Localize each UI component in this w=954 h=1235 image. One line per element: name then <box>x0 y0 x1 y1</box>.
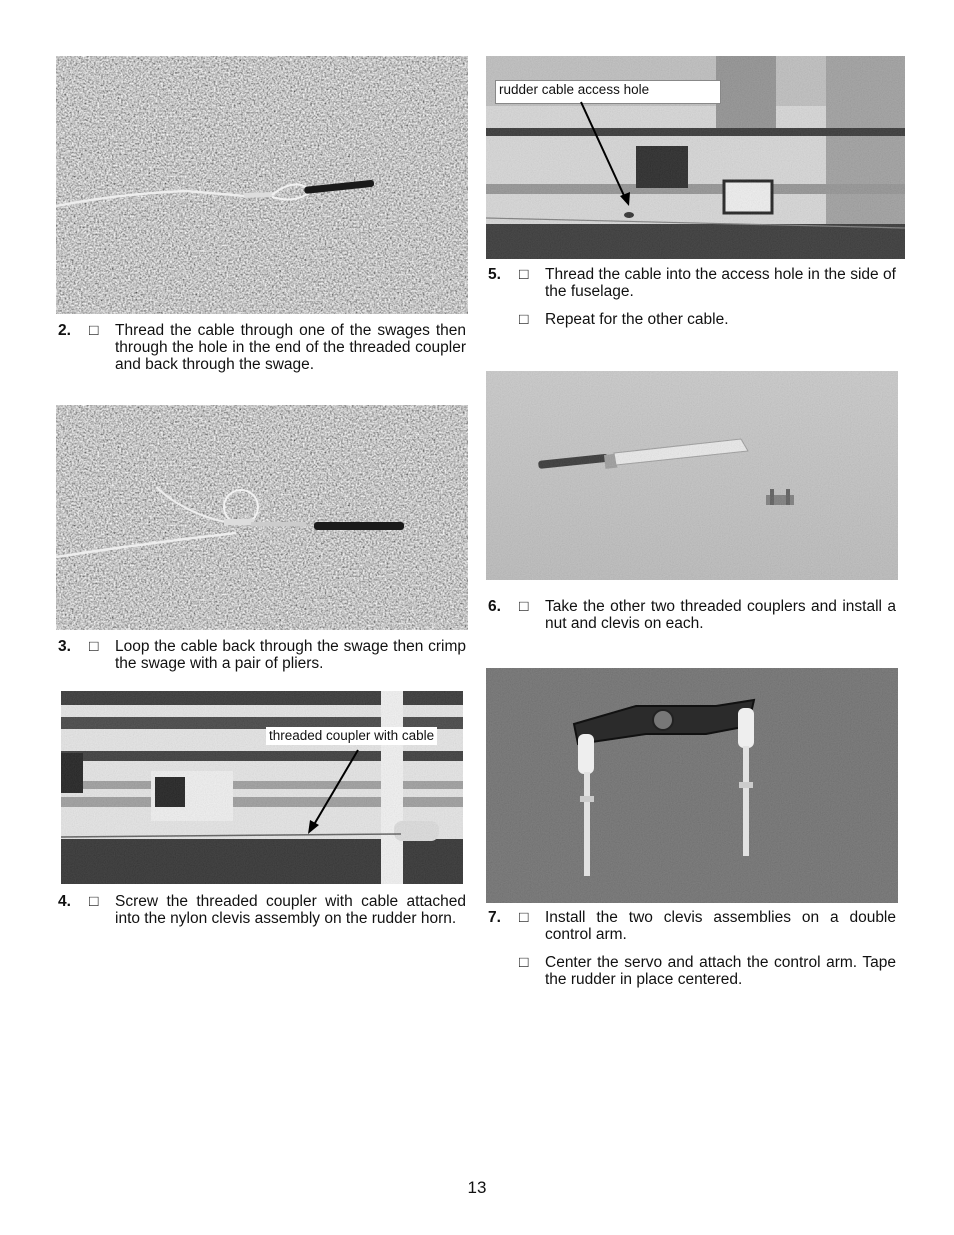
callout-arrow-icon <box>578 100 638 212</box>
checkbox-icon: □ <box>89 322 99 339</box>
checkbox-icon: □ <box>519 266 529 283</box>
checkbox-icon: □ <box>519 954 529 971</box>
callout-label: rudder cable access hole <box>495 80 721 104</box>
checkbox-icon: □ <box>519 311 529 328</box>
step-number: 5. <box>488 266 501 283</box>
photo-step-3 <box>56 405 468 630</box>
step-number: 3. <box>58 638 71 655</box>
step-text: Take the other two threaded couplers and install a nut and clevis on each. <box>545 598 896 632</box>
step-text: Screw the threaded coupler with cable attached into the nylon clevis assembly on the rudder horn. <box>115 893 466 927</box>
step-text: Loop the cable back through the swage then crimp the swage with a pair of pliers. <box>115 638 466 672</box>
photo-step-7 <box>486 668 898 903</box>
substep-text: Repeat for the other cable. <box>545 311 729 328</box>
checkbox-icon: □ <box>89 893 99 910</box>
photo-step-4 <box>61 691 463 884</box>
substep-text: Center the servo and attach the control arm. Tape the rudder in place centered. <box>545 954 896 988</box>
step-number: 2. <box>58 322 71 339</box>
step-text: Install the two clevis assemblies on a double control arm. <box>545 909 896 943</box>
checkbox-icon: □ <box>519 909 529 926</box>
step-number: 6. <box>488 598 501 615</box>
callout-label: threaded coupler with cable <box>266 727 437 745</box>
step-number: 7. <box>488 909 501 926</box>
page-number: 13 <box>467 1178 487 1197</box>
photo-step-2 <box>56 56 468 314</box>
step-text: Thread the cable through one of the swages then through the hole in the end of the threaded coupler and back through the swage. <box>115 322 466 373</box>
step-number: 4. <box>58 893 71 910</box>
checkbox-icon: □ <box>519 598 529 615</box>
step-text: Thread the cable into the access hole in the side of the fuselage. <box>545 266 896 300</box>
checkbox-icon: □ <box>89 638 99 655</box>
callout-arrow-icon <box>300 746 364 836</box>
photo-step-6 <box>486 371 898 580</box>
